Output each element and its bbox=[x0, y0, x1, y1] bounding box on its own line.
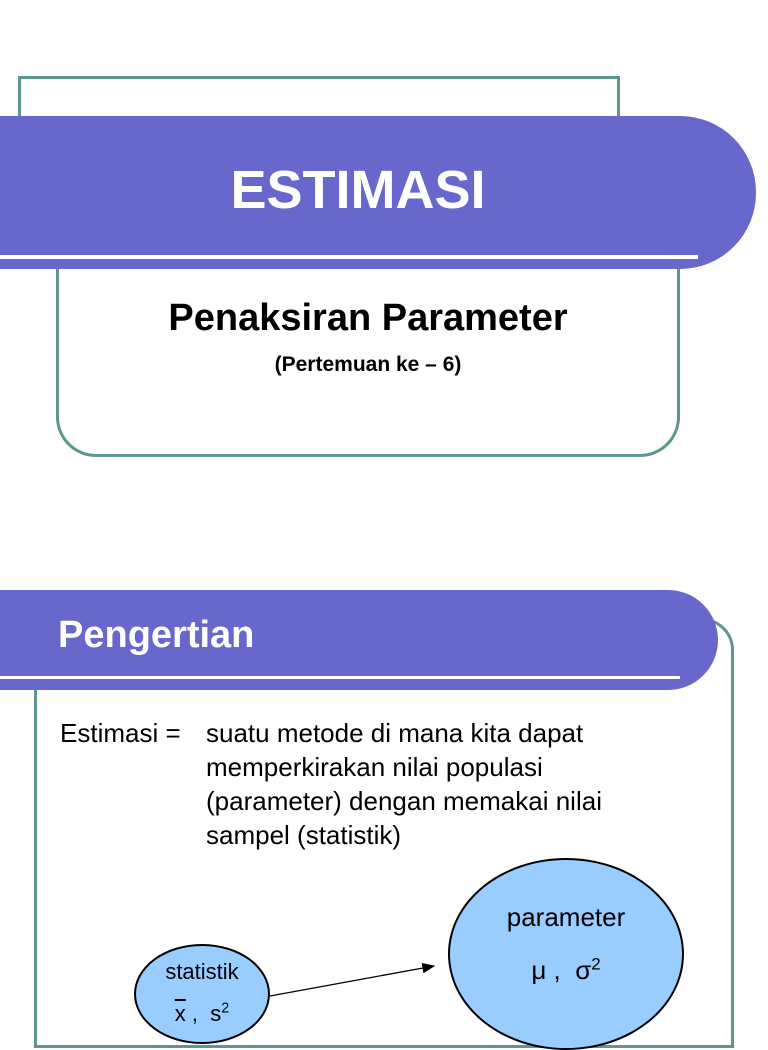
section-title: Pengertian bbox=[58, 614, 255, 656]
sigma-symbol: σ bbox=[575, 955, 592, 985]
sigma-exponent: 2 bbox=[591, 954, 601, 974]
meeting-number: (Pertemuan ke – 6) bbox=[274, 353, 462, 376]
statistic-separator: , bbox=[185, 1001, 199, 1026]
xbar-symbol: $\overline{x}$ bbox=[174, 1001, 186, 1026]
mu-symbol: μ , bbox=[531, 955, 561, 985]
slide-subtitle: Penaksiran Parameter bbox=[168, 297, 568, 339]
definition-line: memperkirakan nilai populasi bbox=[206, 752, 543, 782]
definition-line: (parameter) dengan memakai nilai bbox=[206, 786, 602, 816]
slide-title: ESTIMASI bbox=[230, 160, 486, 220]
s-exponent: 2 bbox=[221, 1000, 230, 1017]
definition-line: suatu metode di mana kita dapat bbox=[206, 718, 584, 748]
definition-term: Estimasi = bbox=[60, 718, 181, 748]
statistic-label: statistik bbox=[165, 959, 239, 984]
parameter-label: parameter bbox=[506, 902, 626, 932]
definition-line: sampel (statistik) bbox=[206, 820, 402, 850]
s-symbol: s bbox=[210, 1001, 222, 1026]
parameter-symbols bbox=[448, 953, 684, 987]
